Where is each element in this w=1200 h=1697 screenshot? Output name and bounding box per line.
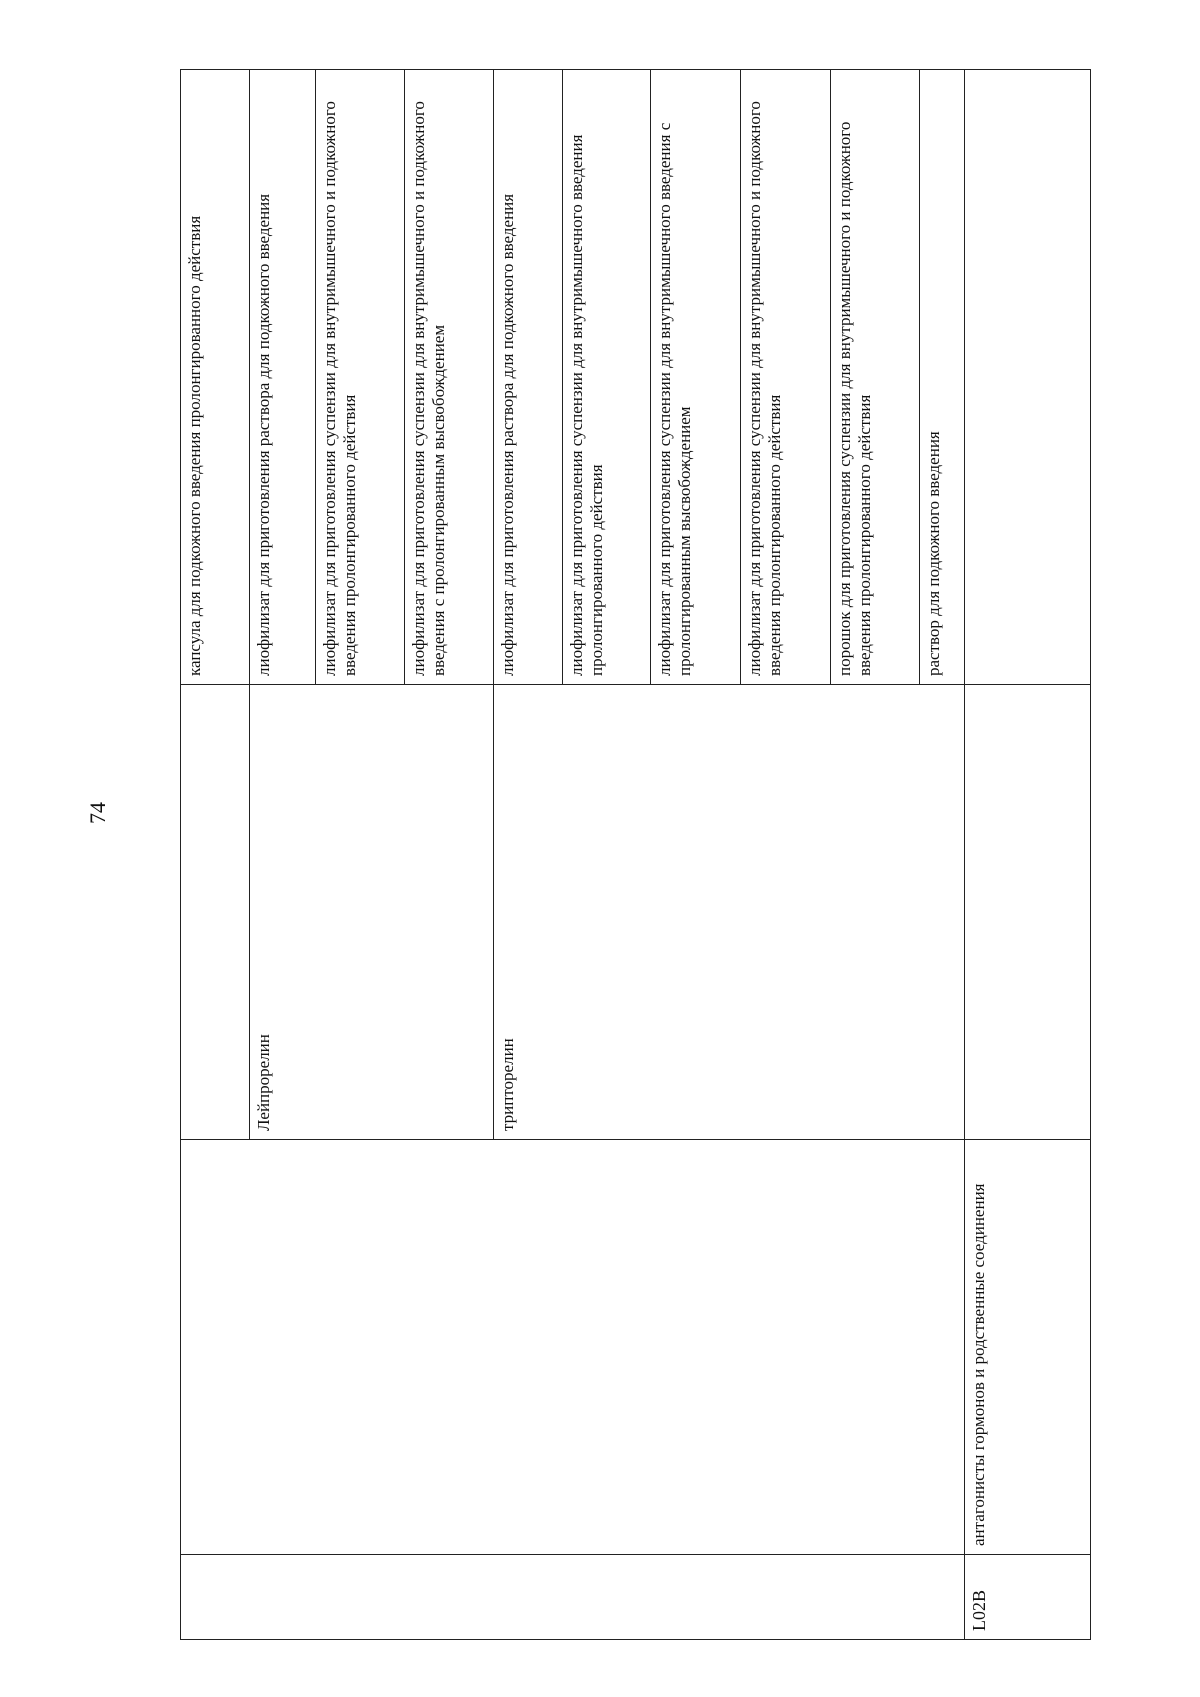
group-name-cell: антагонисты гормонов и родственные соединения xyxy=(965,1140,1091,1555)
drug-name-cell xyxy=(181,685,250,1140)
group-name-cell xyxy=(181,1140,965,1555)
dosage-form-cell: лиофилизат для приготовления суспензии для внутримышечного и подкожного введения пролонгированного действия xyxy=(316,70,405,685)
document-table-frame xyxy=(180,70,1090,1640)
dosage-form-cell: лиофилизат для приготовления суспензии для внутримышечного и подкожного введения с пролонгированным высвобождением xyxy=(405,70,494,685)
atc-code-cell xyxy=(181,1555,965,1640)
page-number: 74 xyxy=(85,802,110,824)
drug-name-cell: трипторелин xyxy=(494,685,965,1140)
dosage-form-cell: капсула для подкожного введения пролонгированного действия xyxy=(181,70,250,685)
dosage-form-cell: лиофилизат для приготовления суспензии для внутримышечного введения с пролонгированным высвобождением xyxy=(651,70,741,685)
atc-code-cell: L02B xyxy=(965,1555,1091,1640)
drug-table xyxy=(180,69,1091,1640)
drug-name-cell xyxy=(965,685,1091,1140)
table-row xyxy=(181,70,250,1640)
table-row xyxy=(965,70,1091,1640)
dosage-form-cell: лиофилизат для приготовления суспензии для внутримышечного введения пролонгированного действия xyxy=(563,70,651,685)
dosage-form-cell: лиофилизат для приготовления раствора для подкожного введения xyxy=(494,70,563,685)
dosage-form-cell: лиофилизат для приготовления суспензии для внутримышечного и подкожного введения пролонгированного действия xyxy=(741,70,831,685)
drug-name-cell: Лейпрорелин xyxy=(250,685,494,1140)
dosage-form-cell: порошок для приготовления суспензии для внутримышечного и подкожного введения пролонгированного действия xyxy=(831,70,920,685)
dosage-form-cell xyxy=(965,70,1091,685)
dosage-form-cell: лиофилизат для приготовления раствора для подкожного введения xyxy=(250,70,316,685)
dosage-form-cell: раствор для подкожного введения xyxy=(920,70,965,685)
